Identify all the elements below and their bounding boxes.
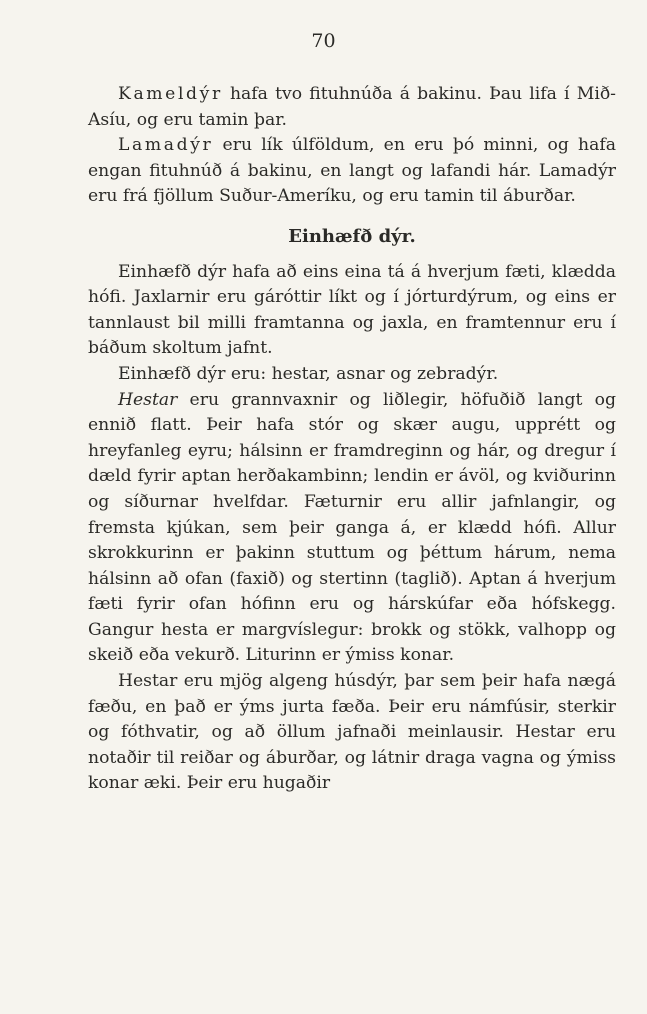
paragraph-kameldyr bbox=[88, 82, 616, 133]
term-hestar: Hestar bbox=[118, 389, 178, 410]
paragraph-hestar-use: Hestar eru mjög algeng húsdýr, þar sem þeir hafa nægá fæðu, en það er ýms jurta fæða. Þeir eru námfúsir, sterkir og fóthvatir, og að öllum jafnaði meinlausir. Hestar eru notaðir til reiðar og áburðar, og látnir draga vagna og ýmiss konar æki. Þeir eru hugaðir bbox=[88, 671, 616, 794]
page-body bbox=[88, 82, 616, 797]
paragraph-text: eru lík úlföldum, en eru þó minni, og hafa engan fituhnúð á bakinu, en langt og lafandi hár. Lamadýr eru frá fjöllum Suður-Ameríku, og eru tamin til áburðar. bbox=[88, 135, 616, 207]
section-heading: Einhæfð dýr. bbox=[288, 225, 416, 247]
paragraph-einhaefd-list: Einhæfð dýr eru: hestar, asnar og zebradýr. bbox=[118, 363, 499, 384]
paragraph-hestar-description bbox=[88, 388, 616, 670]
term-kameldyr: Kameldýr bbox=[118, 84, 223, 104]
term-lamadyr: Lamadýr bbox=[118, 135, 214, 156]
paragraph-text: hafa tvo fituhnúða á bakinu. Þau lifa í Mið-Asíu, og eru tamin þar. bbox=[88, 84, 616, 130]
paragraph-text: eru grannvaxnir og liðlegir, höfuðið langt og ennið flatt. Þeir hafa stór og skær augu, upprétt og hreyfanleg eyru; hálsinn er framdreginn og hár, og dregur í dæld fyrir aptan herðakambinn; lendin er ávöl, og kviðurinn og síðurnar hvelfdar. Fæturnir eru allir jafnlangir, og fremsta kjúkan, sem þeir ganga á, er klædd hófi. Allur skrokkurinn er þakinn stuttum og þéttum hárum, nema hálsinn að ofan (faxið) og stertinn (taglið). Aptan á hverjum fæti fyrir ofan hófinn eru og hárskúfar eða hófskegg. Gangur hesta er margvíslegur: brokk og stökk, valhopp og skeið eða vekurð. Liturinn er ýmiss konar. bbox=[88, 389, 616, 666]
paragraph-einhaefd-description: Einhæfð dýr hafa að eins eina tá á hverjum fæti, klædda hófi. Jaxlarnir eru gáróttir líkt og í jórturdýrum, og eins er tannlaust bil milli framtanna og jaxla, en framtennur eru í báðum skoltum jafnt. bbox=[88, 261, 616, 359]
paragraph-lamadyr bbox=[88, 133, 616, 210]
page-number: 70 bbox=[311, 30, 336, 52]
